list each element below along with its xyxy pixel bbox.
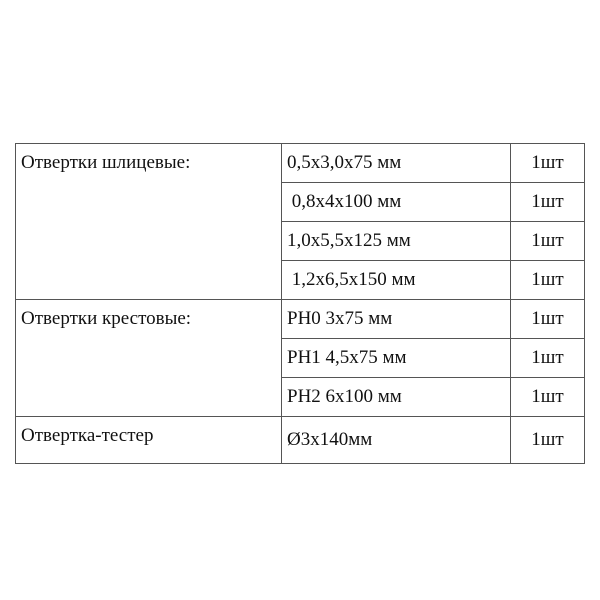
item-quantity: 1шт (511, 144, 585, 183)
group-label: Отвертка-тестер (16, 417, 282, 464)
item-size: PH2 6x100 мм (282, 378, 511, 417)
group-label: Отвертки крестовые: (16, 300, 282, 417)
item-quantity: 1шт (511, 417, 585, 464)
table-row (16, 300, 585, 339)
item-size: 1,2x6,5x150 мм (282, 261, 511, 300)
group-label: Отвертки шлицевые: (16, 144, 282, 300)
item-quantity: 1шт (511, 222, 585, 261)
table-row (16, 144, 585, 183)
item-quantity: 1шт (511, 183, 585, 222)
item-size: PH1 4,5x75 мм (282, 339, 511, 378)
item-quantity: 1шт (511, 339, 585, 378)
item-size: 1,0x5,5x125 мм (282, 222, 511, 261)
item-size: 0,5x3,0x75 мм (282, 144, 511, 183)
item-quantity: 1шт (511, 378, 585, 417)
item-quantity: 1шт (511, 300, 585, 339)
screwdriver-set-table (15, 143, 585, 464)
item-quantity: 1шт (511, 261, 585, 300)
table-row (16, 417, 585, 464)
item-size: PH0 3x75 мм (282, 300, 511, 339)
item-size: 0,8x4x100 мм (282, 183, 511, 222)
item-size: Ø3x140мм (282, 417, 511, 464)
